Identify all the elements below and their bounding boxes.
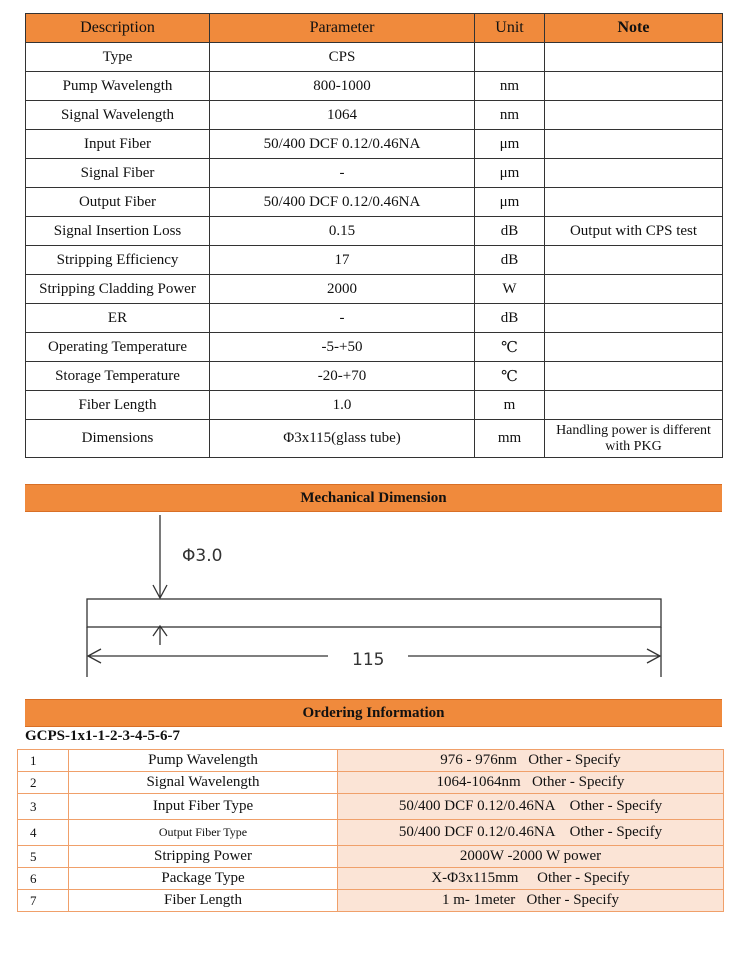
table-row — [26, 43, 723, 72]
table-row — [26, 72, 723, 101]
cell-parameter: 0.15 — [210, 217, 475, 246]
cell-note: Handling power is different with PKG — [545, 420, 723, 458]
cell-note — [545, 333, 723, 362]
header-parameter: Parameter — [210, 14, 475, 43]
spec-table — [25, 13, 723, 458]
length-label: 115 — [352, 650, 385, 670]
cell-note — [545, 130, 723, 159]
cell-parameter: CPS — [210, 43, 475, 72]
row-number: 4 — [18, 820, 69, 846]
header-note: Note — [545, 14, 723, 43]
cell-note — [545, 43, 723, 72]
cell-parameter: - — [210, 159, 475, 188]
table-row — [26, 101, 723, 130]
cell-parameter: 50/400 DCF 0.12/0.46NA — [210, 130, 475, 159]
cell-description: Output Fiber — [26, 188, 210, 217]
table-row — [26, 217, 723, 246]
cell-note — [545, 159, 723, 188]
cell-description: Storage Temperature — [26, 362, 210, 391]
row-number: 1 — [18, 750, 69, 772]
cell-parameter: 2000 — [210, 275, 475, 304]
cell-unit — [475, 43, 545, 72]
table-row — [18, 820, 724, 846]
row-value: 50/400 DCF 0.12/0.46NA Other - Specify — [338, 820, 724, 846]
cell-note — [545, 101, 723, 130]
table-row — [26, 130, 723, 159]
cell-unit: nm — [475, 72, 545, 101]
header-unit: Unit — [475, 14, 545, 43]
glass-tube-outline — [87, 599, 661, 627]
table-row — [18, 868, 724, 890]
row-number: 3 — [18, 794, 69, 820]
cell-note — [545, 275, 723, 304]
table-row — [26, 275, 723, 304]
table-row — [18, 794, 724, 820]
row-number: 7 — [18, 890, 69, 912]
cell-note — [545, 362, 723, 391]
cell-note — [545, 72, 723, 101]
row-value: 2000W -2000 W power — [338, 846, 724, 868]
row-label: Package Type — [69, 868, 338, 890]
cell-parameter: 50/400 DCF 0.12/0.46NA — [210, 188, 475, 217]
header-description: Description — [26, 14, 210, 43]
row-value: X-Φ3x115mm Other - Specify — [338, 868, 724, 890]
cell-unit: μm — [475, 188, 545, 217]
cell-parameter: - — [210, 304, 475, 333]
cell-unit: ℃ — [475, 362, 545, 391]
cell-unit: m — [475, 391, 545, 420]
cell-unit: W — [475, 275, 545, 304]
mechanical-drawing — [0, 505, 753, 685]
cell-note — [545, 304, 723, 333]
row-value: 50/400 DCF 0.12/0.46NA Other - Specify — [338, 794, 724, 820]
ordering-information-header: Ordering Information — [25, 699, 722, 727]
mechanical-dimension-header: Mechanical Dimension — [25, 484, 722, 512]
row-value: 976 - 976nm Other - Specify — [338, 750, 724, 772]
table-row — [26, 159, 723, 188]
cell-description: Signal Insertion Loss — [26, 217, 210, 246]
ordering-code: GCPS-1x1-1-2-3-4-5-6-7 — [25, 728, 180, 744]
cell-unit: μm — [475, 130, 545, 159]
cell-unit: mm — [475, 420, 545, 458]
cell-description: Stripping Cladding Power — [26, 275, 210, 304]
cell-description: Dimensions — [26, 420, 210, 458]
cell-description: ER — [26, 304, 210, 333]
table-row — [26, 391, 723, 420]
row-value: 1064-1064nm Other - Specify — [338, 772, 724, 794]
cell-parameter: 1064 — [210, 101, 475, 130]
cell-parameter: 800-1000 — [210, 72, 475, 101]
cell-note — [545, 391, 723, 420]
table-row — [26, 246, 723, 275]
cell-parameter: -5-+50 — [210, 333, 475, 362]
table-row — [18, 890, 724, 912]
cell-description: Type — [26, 43, 210, 72]
table-row — [26, 420, 723, 458]
cell-parameter: Φ3x115(glass tube) — [210, 420, 475, 458]
table-row — [26, 333, 723, 362]
row-number: 6 — [18, 868, 69, 890]
row-label: Stripping Power — [69, 846, 338, 868]
row-number: 2 — [18, 772, 69, 794]
row-label: Fiber Length — [69, 890, 338, 912]
table-row — [18, 772, 724, 794]
cell-description: Fiber Length — [26, 391, 210, 420]
ordering-table — [17, 749, 724, 912]
cell-unit: ℃ — [475, 333, 545, 362]
table-row — [26, 362, 723, 391]
table-row — [26, 304, 723, 333]
cell-parameter: 1.0 — [210, 391, 475, 420]
cell-note — [545, 188, 723, 217]
cell-note: Output with CPS test — [545, 217, 723, 246]
table-row — [18, 750, 724, 772]
spec-header-row — [26, 14, 723, 43]
row-label: Input Fiber Type — [69, 794, 338, 820]
cell-unit: dB — [475, 304, 545, 333]
cell-parameter: -20-+70 — [210, 362, 475, 391]
cell-unit: nm — [475, 101, 545, 130]
cell-note — [545, 246, 723, 275]
table-row — [26, 188, 723, 217]
cell-description: Operating Temperature — [26, 333, 210, 362]
cell-unit: μm — [475, 159, 545, 188]
cell-description: Signal Fiber — [26, 159, 210, 188]
row-label: Output Fiber Type — [69, 820, 338, 846]
cell-description: Input Fiber — [26, 130, 210, 159]
row-label: Signal Wavelength — [69, 772, 338, 794]
cell-unit: dB — [475, 246, 545, 275]
cell-parameter: 17 — [210, 246, 475, 275]
cell-description: Pump Wavelength — [26, 72, 210, 101]
cell-description: Stripping Efficiency — [26, 246, 210, 275]
table-row — [18, 846, 724, 868]
diameter-label: Φ3.0 — [182, 546, 223, 566]
row-value: 1 m- 1meter Other - Specify — [338, 890, 724, 912]
cell-description: Signal Wavelength — [26, 101, 210, 130]
row-number: 5 — [18, 846, 69, 868]
row-label: Pump Wavelength — [69, 750, 338, 772]
cell-unit: dB — [475, 217, 545, 246]
